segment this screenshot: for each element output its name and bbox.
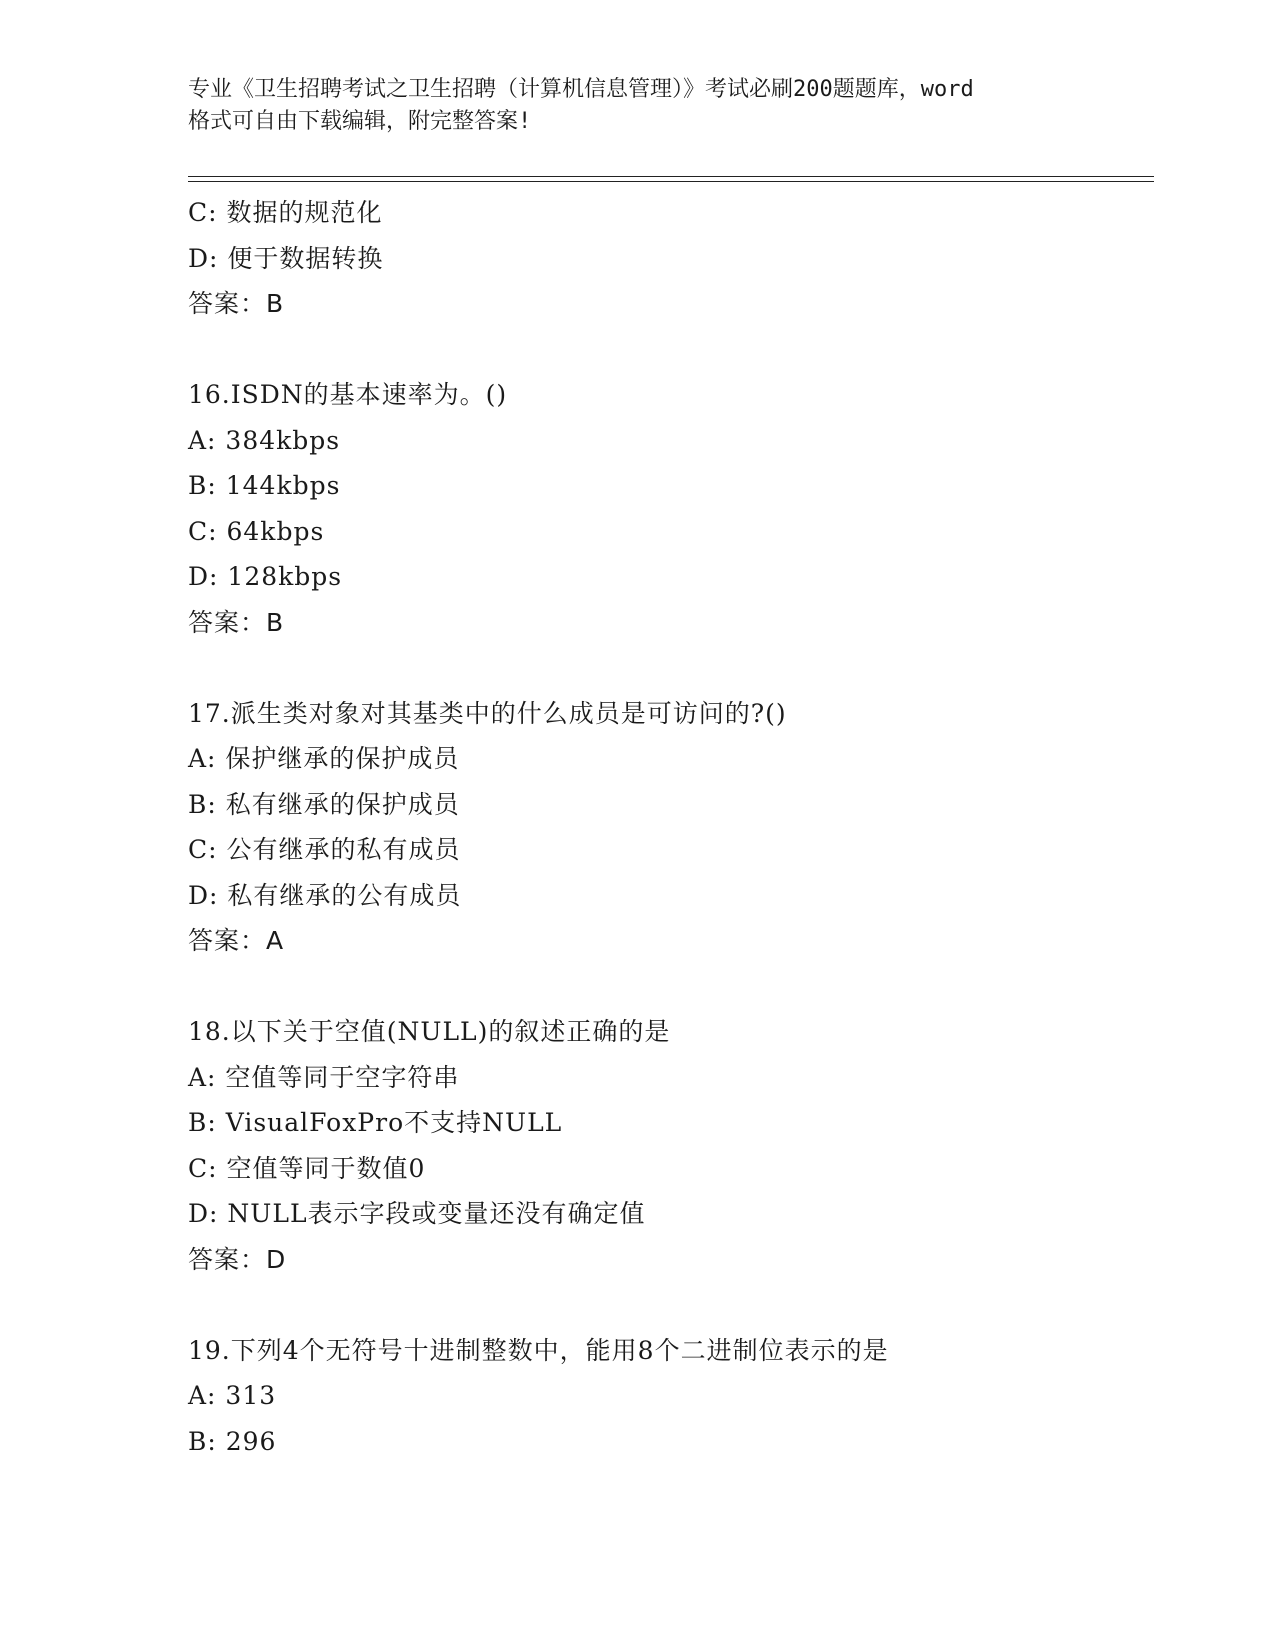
question-16: [188, 372, 1154, 645]
option-c: C: 公有继承的私有成员: [188, 835, 461, 864]
answer: 答案：B: [188, 607, 285, 637]
header-line-1: 专业《卫生招聘考试之卫生招聘（计算机信息管理）》考试必刷200题题库，word: [188, 77, 974, 102]
option-d: D: 便于数据转换: [188, 243, 384, 273]
answer: 答案：B: [188, 289, 285, 318]
document-header: [188, 74, 1088, 138]
question-19: [188, 1328, 1154, 1465]
option-b: B: VisualFoxPro不支持NULL: [188, 1108, 563, 1137]
option-b: B: 144kbps: [188, 471, 341, 500]
answer: 答案：A: [188, 926, 285, 955]
option-d: D: 128kbps: [188, 562, 343, 591]
question-stem: 16.ISDN的基本速率为。(): [188, 380, 508, 409]
option-a: A: 384kbps: [188, 425, 341, 455]
option-c: C: 64kbps: [188, 516, 325, 546]
question-list: [188, 190, 1154, 1464]
option-a: A: 空值等同于空字符串: [188, 1062, 460, 1092]
option-a: A: 保护继承的保护成员: [188, 744, 460, 773]
header-rule-top: [188, 176, 1154, 177]
spacer: [188, 645, 1154, 691]
option-d: D: 私有继承的公有成员: [188, 880, 462, 910]
spacer: [188, 964, 1154, 1010]
question-18: [188, 1009, 1154, 1282]
answer: 答案：D: [188, 1244, 287, 1274]
header-rule-bottom: [188, 181, 1154, 182]
header-line-2: 格式可自由下载编辑，附完整答案!: [188, 109, 532, 134]
option-c: C: 数据的规范化: [188, 198, 383, 227]
question-stem: 17.派生类对象对其基类中的什么成员是可访问的?(): [188, 698, 787, 728]
spacer: [188, 1282, 1154, 1328]
prev-question: [188, 190, 1154, 327]
option-a: A: 313: [188, 1381, 277, 1410]
option-d: D: NULL表示字段或变量还没有确定值: [188, 1199, 646, 1228]
question-stem: 19.下列4个无符号十进制整数中，能用8个二进制位表示的是: [188, 1335, 889, 1365]
question-stem: 18.以下关于空值(NULL)的叙述正确的是: [188, 1017, 671, 1046]
option-c: C: 空值等同于数值0: [188, 1153, 426, 1183]
option-b: B: 私有继承的保护成员: [188, 789, 460, 819]
spacer: [188, 327, 1154, 373]
question-17: [188, 691, 1154, 964]
option-b: B: 296: [188, 1426, 277, 1456]
